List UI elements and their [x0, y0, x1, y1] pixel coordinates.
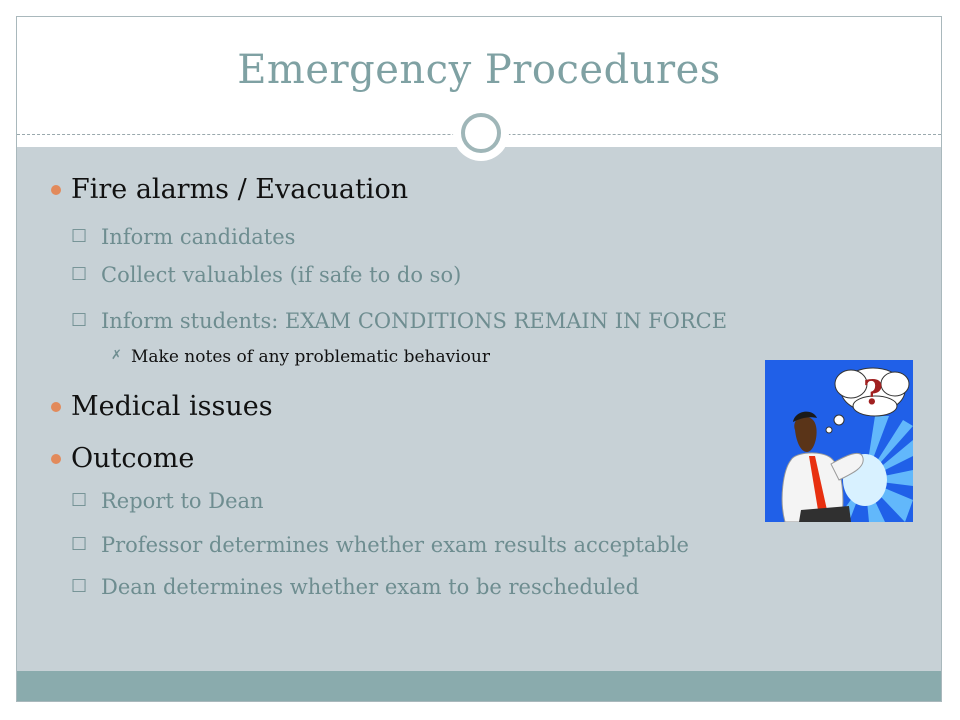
bullet-dot-icon [51, 402, 61, 412]
square-bullet-icon: □ [71, 309, 88, 329]
confused-man-clipart [765, 360, 913, 522]
square-bullet-icon: □ [71, 263, 88, 283]
sub-bullet-dean-reschedule [71, 575, 640, 599]
square-bullet-icon: □ [71, 489, 88, 509]
bullet-dot-icon [51, 185, 61, 195]
sub-bullet-professor [71, 533, 689, 557]
sub-bullet-text: Inform candidates [101, 225, 296, 249]
sub-bullet-collect-valuables [71, 263, 462, 287]
slide-title: Emergency Procedures [237, 47, 721, 93]
x-bullet-icon: ✗ [111, 348, 122, 363]
sub-bullet-text: Inform students: EXAM CONDITIONS REMAIN IN FORCE [101, 309, 728, 333]
bullet-medical-issues [71, 391, 273, 422]
medallion-ring-icon [461, 113, 501, 153]
bullet-text: Fire alarms / Evacuation [71, 174, 409, 205]
bullet-text: Outcome [71, 443, 195, 474]
slide-frame [16, 16, 942, 702]
sub-sub-bullet-text: Make notes of any problematic behaviour [131, 347, 490, 367]
sub-bullet-text: Dean determines whether exam to be rescheduled [101, 575, 640, 599]
sub-bullet-inform-candidates [71, 225, 296, 249]
bullet-outcome [71, 443, 194, 474]
sub-bullet-report-dean [71, 489, 264, 513]
sub-bullet-text: Professor determines whether exam results acceptable [101, 533, 689, 557]
sub-bullet-text: Report to Dean [101, 489, 264, 513]
square-bullet-icon: □ [71, 533, 88, 553]
footer-band [17, 671, 941, 702]
bullet-text: Medical issues [71, 391, 273, 422]
sub-bullet-text: Collect valuables (if safe to do so) [101, 263, 462, 287]
square-bullet-icon: □ [71, 225, 88, 245]
square-bullet-icon: □ [71, 575, 88, 595]
question-mark-text: ? [863, 373, 883, 413]
sub-bullet-inform-students [71, 309, 728, 333]
bullet-dot-icon [51, 454, 61, 464]
sub-sub-bullet-make-notes [111, 347, 490, 367]
bullet-fire-alarms [71, 174, 408, 205]
